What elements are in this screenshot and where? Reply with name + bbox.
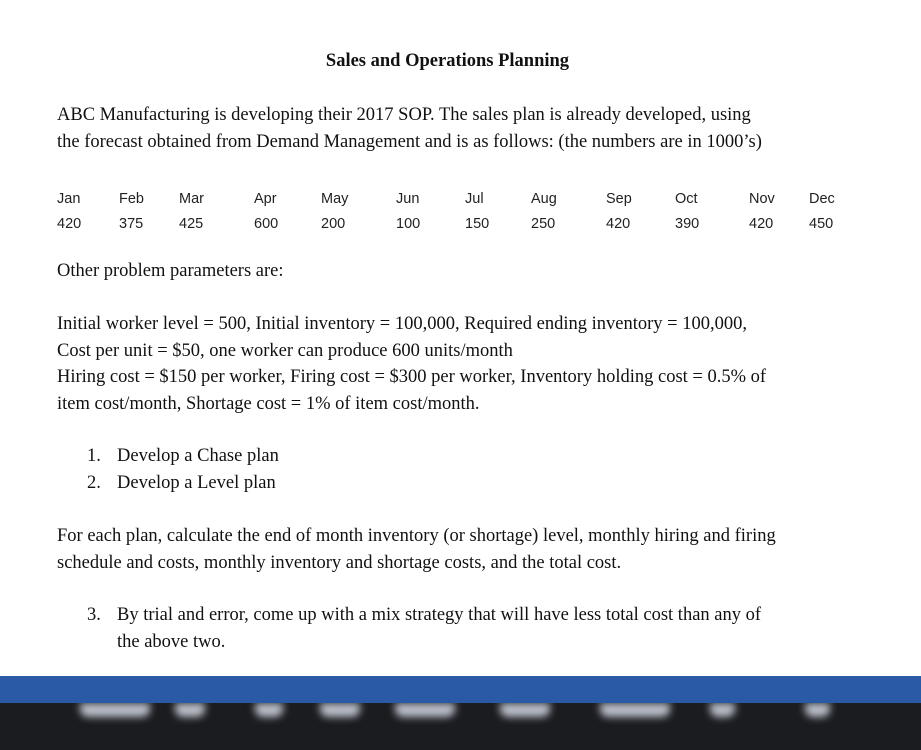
param-line: item cost/month, Shortage cost = 1% of item cost/month. [57, 393, 480, 414]
blurred-graphic [710, 703, 735, 717]
parameters-paragraph [57, 311, 766, 417]
demand-value: 150 [465, 216, 490, 232]
intro-line: the forecast obtained from Demand Management and is as follows: (the numbers are in 1000’s) [57, 131, 762, 152]
month-header: Mar [179, 191, 204, 207]
blurred-graphic [600, 703, 670, 717]
for-each-paragraph [57, 523, 776, 576]
document-title: Sales and Operations Planning [325, 51, 570, 71]
blurred-graphic [320, 703, 360, 717]
month-header: May [321, 191, 349, 207]
other-params-heading: Other problem parameters are: [57, 261, 284, 281]
blue-banner [0, 676, 921, 703]
demand-value: 420 [57, 216, 82, 232]
demand-value: 420 [606, 216, 631, 232]
task-item [0, 602, 921, 656]
task-item [0, 443, 921, 470]
month-header: Dec [809, 191, 835, 207]
demand-value: 100 [396, 216, 421, 232]
month-header: Jan [57, 191, 81, 207]
blurred-graphic [255, 703, 283, 717]
param-line: Hiring cost = $150 per worker, Firing cost = $300 per worker, Inventory holding cost = 0.5% of [57, 367, 767, 387]
task-text: Develop a Level plan [117, 473, 276, 493]
month-header: Feb [119, 191, 144, 207]
task-text-line: By trial and error, come up with a mix strategy that will have less total cost than any of [117, 605, 762, 625]
blurred-graphic [80, 703, 150, 717]
intro-paragraph [57, 102, 762, 155]
for-each-line: For each plan, calculate the end of month inventory (or shortage) level, monthly hiring and firing [57, 526, 776, 546]
task-number: 1. [87, 446, 101, 466]
task-text: Develop a Chase plan [117, 446, 279, 466]
task-text [117, 602, 761, 655]
blurred-graphic [395, 703, 455, 717]
demand-value: 600 [254, 216, 279, 232]
month-header: Jul [465, 191, 484, 207]
month-header: Nov [749, 191, 775, 207]
month-header: Sep [606, 191, 632, 207]
dark-footer-bar [0, 703, 921, 750]
demand-value: 200 [321, 216, 346, 232]
demand-value: 375 [119, 216, 144, 232]
month-header: Oct [675, 191, 698, 207]
blurred-graphic [500, 703, 550, 717]
demand-value: 420 [749, 216, 774, 232]
task-item [0, 470, 921, 497]
task-number: 2. [87, 473, 101, 493]
intro-line: ABC Manufacturing is developing their 2017 SOP. The sales plan is already developed, using [57, 105, 751, 125]
month-header: Apr [254, 191, 277, 207]
month-header: Aug [531, 191, 557, 207]
param-line: Cost per unit = $50, one worker can produce 600 units/month [57, 340, 513, 361]
demand-value: 450 [809, 216, 834, 232]
month-header: Jun [396, 191, 420, 207]
demand-value: 390 [675, 216, 700, 232]
demand-value: 250 [531, 216, 556, 232]
task-number: 3. [87, 605, 101, 625]
for-each-line: schedule and costs, monthly inventory and shortage costs, and the total cost. [57, 552, 622, 573]
blurred-graphic [175, 703, 205, 717]
blurred-graphic [805, 703, 830, 717]
param-line: Initial worker level = 500, Initial inventory = 100,000, Required ending inventory = 100,000, [57, 314, 747, 334]
task-text-line: the above two. [117, 631, 226, 652]
demand-value: 425 [179, 216, 204, 232]
